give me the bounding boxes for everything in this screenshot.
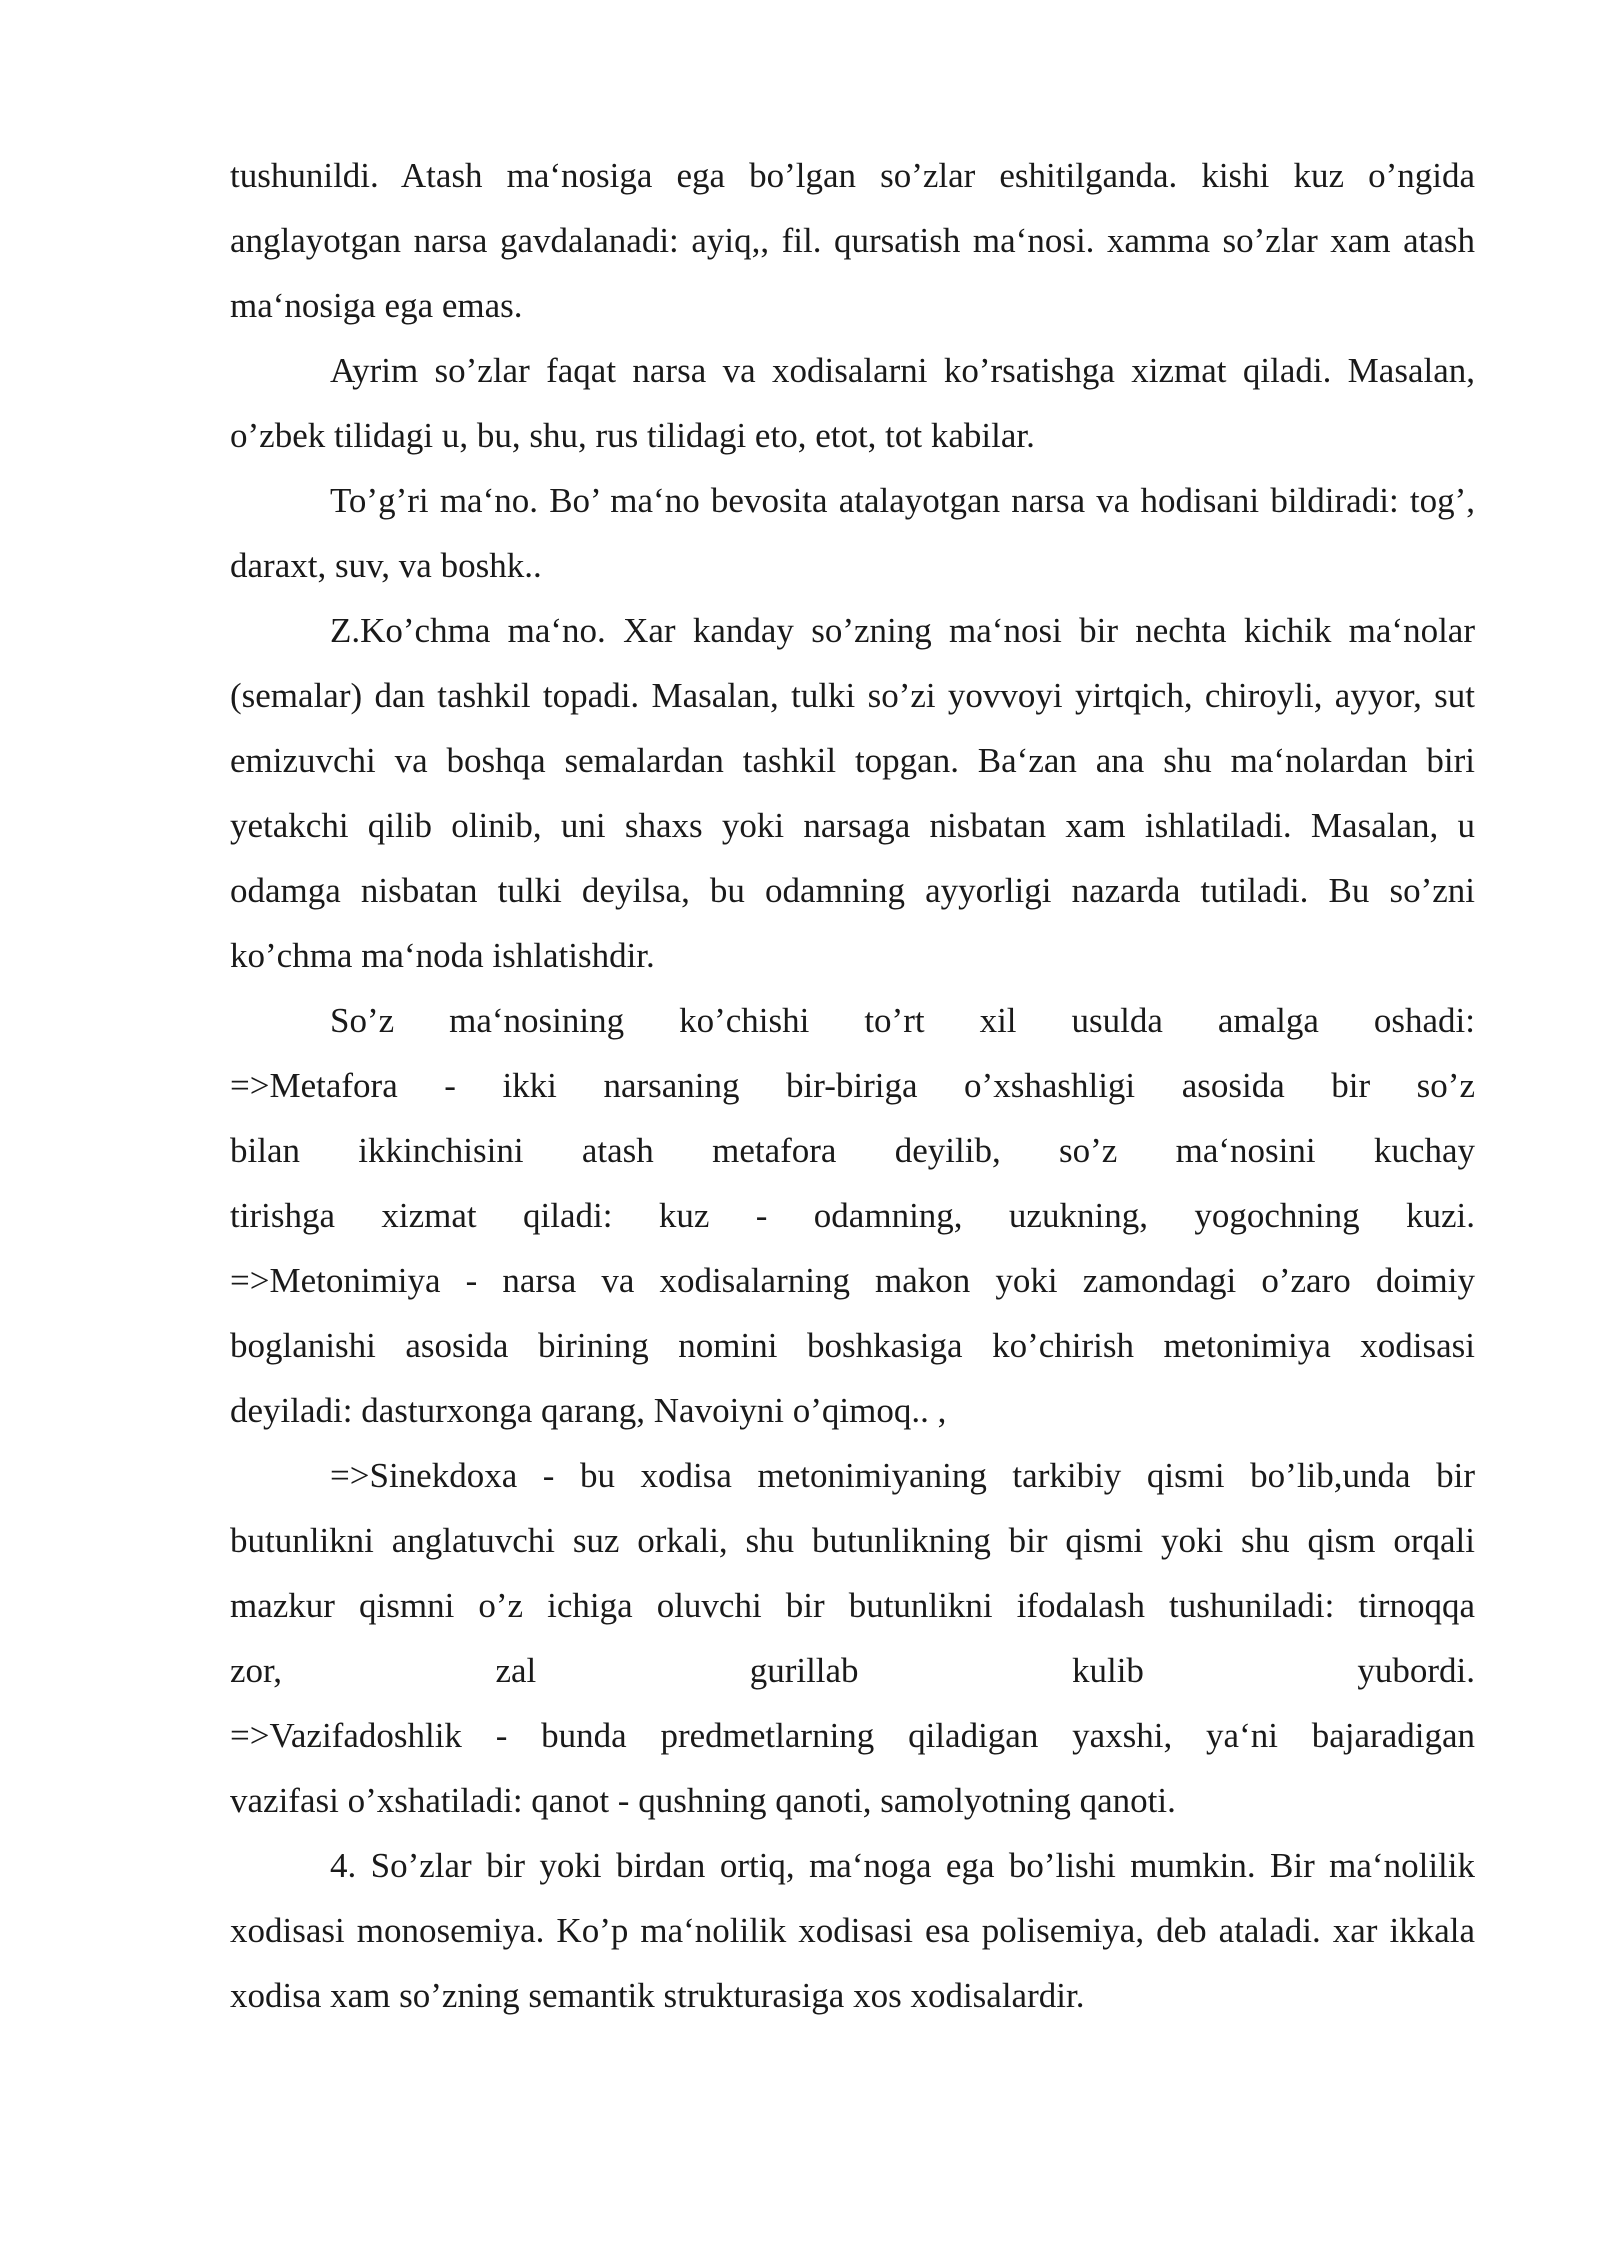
paragraph-6-line: mazkur qismni o’z ichiga oluvchi bir butunlikni ifodalash tushuniladi: tirnoqqa bbox=[230, 1586, 1475, 1625]
paragraph-5-line: =>Metafora - ikki narsaning bir-biriga o’xshashligi asosida bir so’z bbox=[230, 1066, 1475, 1105]
paragraph-6-line: zor, zal gurillab kulib yubordi. bbox=[230, 1651, 1475, 1690]
paragraph-5-line: =>Metonimiya - narsa va xodisalarning makon yoki zamondagi o’zaro doimiy bbox=[230, 1261, 1475, 1300]
paragraph-5-line: boglanishi asosida birining nomini boshkasiga ko’chirish metonimiya xodisasi bbox=[230, 1326, 1475, 1365]
paragraph-6-line: =>Sinekdoxa - bu xodisa metonimiyaning tarkibiy qismi bo’lib,unda bir bbox=[330, 1456, 1475, 1495]
paragraph-6 bbox=[230, 1443, 1475, 1833]
paragraph-5 bbox=[230, 988, 1475, 1443]
paragraph-6-line: =>Vazifadoshlik - bunda predmetlarning qiladigan yaxshi, ya‘ni bajaradigan bbox=[230, 1716, 1475, 1755]
paragraph-6-line: vazifasi o’xshatiladi: qanot - qushning qanoti, samolyotning qanoti. bbox=[230, 1781, 1176, 1820]
paragraph-6-line: butunlikni anglatuvchi suz orkali, shu butunlikning bir qismi yoki shu qism orqali bbox=[230, 1521, 1475, 1560]
document-page bbox=[230, 143, 1475, 2028]
paragraph-5-line: bilan ikkinchisini atash metafora deyilib, so’z ma‘nosini kuchay bbox=[230, 1131, 1475, 1170]
paragraph-2: Ayrim so’zlar faqat narsa va xodisalarni ko’rsatishga xizmat qiladi. Masalan, o’zbek tilidagi u, bu, shu, rus tilidagi eto, etot, tot kabilar. bbox=[230, 351, 1475, 455]
paragraph-1: tushunildi. Atash ma‘nosiga ega bo’lgan so’zlar eshitilganda. kishi kuz o’ngida anglayotgan narsa gavdalanadi: ayiq,, fil. qursatish ma‘nosi. xamma so’zlar xam atash ma‘nosiga ega emas. bbox=[230, 156, 1475, 325]
paragraph-4: Z.Ko’chma ma‘no. Xar kanday so’zning ma‘nosi bir nechta kichik ma‘nolar (semalar) dan tashkil topadi. Masalan, tulki so’zi yovvoyi yirtqich, chiroyli, ayyor, sut emizuvchi va boshqa semalardan tashkil topgan. Ba‘zan ana shu ma‘nolardan biri yetakchi qilib olinib, uni shaxs yoki narsaga nisbatan xam ishlatiladi. Masalan, u odamga nisbatan tulki deyilsa, bu odamning ayyorligi nazarda tutiladi. Bu so’zni ko’chma ma‘noda ishlatishdir. bbox=[230, 611, 1475, 975]
paragraph-5-line: So’z ma‘nosining ko’chishi to’rt xil usulda amalga oshadi: bbox=[330, 1001, 1475, 1040]
paragraph-3: To’g’ri ma‘no. Bo’ ma‘no bevosita atalayotgan narsa va hodisani bildiradi: tog’, daraxt, suv, va boshk.. bbox=[230, 481, 1475, 585]
paragraph-5-line: deyiladi: dasturxonga qarang, Navoiyni o’qimoq.. , bbox=[230, 1391, 947, 1430]
paragraph-5-line: tirishga xizmat qiladi: kuz - odamning, uzukning, yogochning kuzi. bbox=[230, 1196, 1475, 1235]
paragraph-7: 4. So’zlar bir yoki birdan ortiq, ma‘noga ega bo’lishi mumkin. Bir ma‘nolilik xodisasi monosemiya. Ko’p ma‘nolilik xodisasi esa polisemiya, deb ataladi. xar ikkala xodisa xam so’zning semantik strukturasiga xos xodisalardir. bbox=[230, 1846, 1475, 2015]
